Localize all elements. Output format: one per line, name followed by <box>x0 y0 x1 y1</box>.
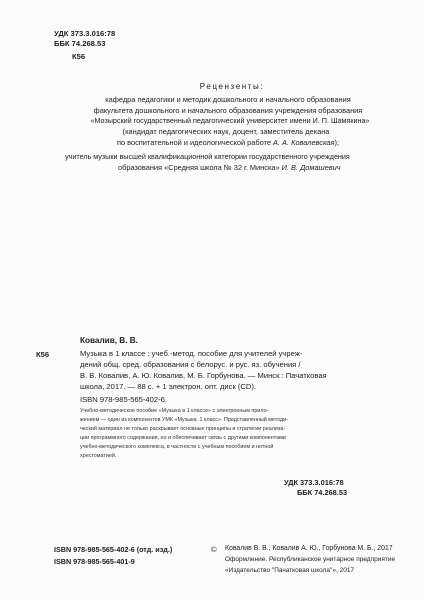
bbk-code: ББК 74.268.53 <box>54 39 106 48</box>
catalog-line: дений общ. сред. образования с белорус. и рус. яз. обучения / <box>80 360 301 369</box>
reviewer-line-text: по воспитательной и идеологической работе <box>116 138 274 147</box>
catalog-udk: УДК 373.3.016:78 <box>284 478 344 487</box>
reviewer-line: факультета дошкольного и начального образования учреждения образования <box>93 106 363 115</box>
copyright-line: «Издательство "Пачатковая школа"», 2017 <box>225 567 355 574</box>
reviewer-line <box>0 139 424 146</box>
reviewers-title: Рецензенты: <box>199 82 265 91</box>
reviewer-line: «Мозырский государственный педагогический университет имени И. П. Шамякина» <box>90 116 370 125</box>
annotation-line: Учебно-методическое пособие «Музыка в 1 классе» с электронным прило- <box>80 408 269 414</box>
annotation-line: хрестоматией. <box>80 453 117 459</box>
catalog-author-mark: К56 <box>36 350 50 359</box>
reviewer-line: кафедра педагогики и методик дошкольного и начального образования <box>105 95 351 104</box>
catalog-line: школа, 2017. — 88 с. + 1 электрон. опт. диск (CD). <box>80 382 257 391</box>
isbn-separate-edition: ISBN 978-985-565-402-6 (отд. изд.) <box>54 545 173 554</box>
isbn-set: ISBN 978-985-565-401-9 <box>54 557 135 566</box>
catalog-line: Музыка в 1 классе : учеб.-метод. пособие для учителей учреж- <box>80 349 303 358</box>
copyright-symbol: © <box>211 545 217 554</box>
copyright-line: Оформление. Республиканское унитарное предприятие <box>225 556 396 563</box>
catalog-author: Ковалив, В. В. <box>80 336 138 345</box>
annotation-line: ческий материал не только раскрывает основные принципы и стратегии реализа- <box>80 426 286 432</box>
reviewer-name: А. А. Ковалевская <box>273 138 335 147</box>
reviewer-line-end: ); <box>334 138 340 147</box>
annotation-line: жением — один из компонентов УМК «Музыка. 1 класс». Представленный методи- <box>80 417 288 423</box>
catalog-bbk: ББК 74.268.53 <box>297 488 348 497</box>
udk-code: УДК 373.3.016:78 <box>54 29 116 38</box>
catalog-line: В. В. Ковалив, А. Ю. Ковалив, М. Б. Горбунова. — Минск : Пачатковая <box>80 371 327 380</box>
author-mark: К56 <box>72 52 86 61</box>
annotation-line: учебно-методического комплекса, в частности с учебным пособием и нотной <box>80 444 274 450</box>
teacher-line <box>118 164 341 171</box>
catalog-isbn: ISBN 978-985-565-402-6. <box>80 395 167 404</box>
teacher-name: И. В. Домашевич <box>281 163 341 172</box>
copyright-line: Ковалив В. В., Ковалив А. Ю., Горбунова М. Б., 2017 <box>225 545 393 552</box>
teacher-line: учитель музыки высшей квалификационной категории государственного учреждения <box>65 152 350 161</box>
teacher-line-text: образования «Средняя школа № 32 г. Минска» <box>118 163 282 172</box>
reviewer-line: (кандидат педагогических наук, доцент, заместитель декана <box>122 127 330 136</box>
annotation-line: ции программного содержания, но и обеспечивает связь с другими компонентами <box>80 435 286 441</box>
